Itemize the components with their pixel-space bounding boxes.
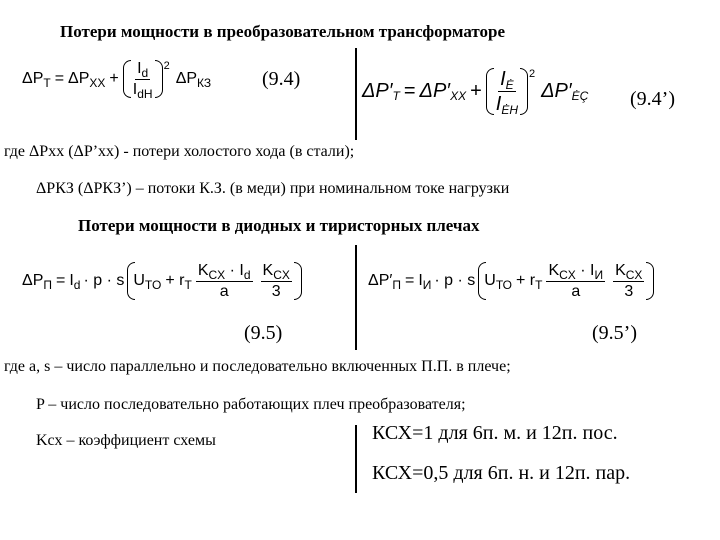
divider-middle <box>355 245 357 350</box>
divider-bottom <box>355 425 357 493</box>
kcx-value-1: КСХ=1 для 6п. м. и 12п. пос. <box>372 422 618 444</box>
formula-9-4-prime: ΔP′ Т = ΔP′ XX + $\frac{I_Ė}{I_{ĖH}}$ 2 ΔP′ ĖÇ <box>362 68 589 117</box>
kcx-value-2: КСХ=0,5 для 6п. н. и 12п. пар. <box>372 462 631 484</box>
eq-number-9-5-prime: (9.5’) <box>592 322 637 344</box>
section1-title: Потери мощности в преобразовательном трансформаторе <box>60 22 506 41</box>
note-short-circuit: ΔPКЗ (ΔPКЗ’) – потоки К.З. (в меди) при номинальном токе нагрузки <box>36 180 510 197</box>
note-kcx: Kсх – коэффициент схемы <box>36 432 216 449</box>
formula-9-5: ΔP П = I d · p · s U TO + r T $\frac{K_{CX} \cdot I_d}{a}$ $\frac{K_{CX}}{3}$ <box>22 262 302 300</box>
divider-top <box>355 48 357 140</box>
formula-9-5-prime: ΔP′ П = I И · p · s U ТО + r Т $\frac{K_{CX} \cdot I_И}{a}$ $\frac{K_{CX}}{3}$ <box>368 262 654 300</box>
eq-number-9-5: (9.5) <box>244 322 283 344</box>
eq-number-9-4: (9.4) <box>262 68 301 90</box>
note-p: P – число последовательно работающих плеч преобразователя; <box>36 396 466 413</box>
note-a-s: где a, s – число параллельно и последовательно включенных П.П. в плече; <box>4 358 511 375</box>
note-idle-losses: где ΔPxx (ΔP’xx) - потери холостого хода (в стали); <box>4 143 355 160</box>
eq-number-9-4-prime: (9.4’) <box>630 88 675 110</box>
section2-title: Потери мощности в диодных и тиристорных плечах <box>78 216 480 235</box>
formula-9-4: ΔP Т = ΔP XX + $\frac{I_d}{I_{dH}}$ 2 ΔP КЗ <box>22 60 212 101</box>
